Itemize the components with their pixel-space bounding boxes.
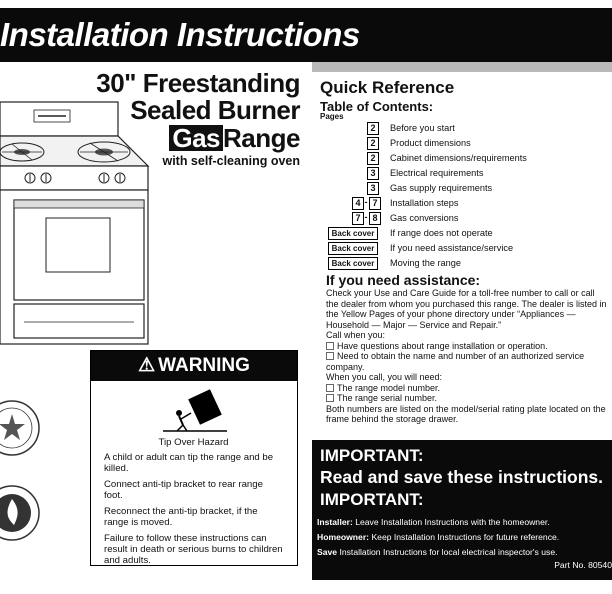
toc-item [312, 197, 612, 211]
call-item-text: Have questions about range installation or operation. [337, 340, 548, 351]
toc-item [312, 242, 612, 256]
important-line [317, 515, 559, 530]
toc-item [312, 122, 612, 136]
important-main: Read and save these instructions. [320, 467, 604, 487]
toc-text: Cabinet dimensions/requirements [390, 153, 527, 163]
toc-item [312, 152, 612, 166]
toc-page-from: 4 [352, 197, 364, 210]
call-item [326, 341, 608, 352]
important-line-label: Save [317, 547, 338, 557]
toc-item [312, 137, 612, 151]
quick-reference-panel [312, 62, 612, 440]
quick-reference-band [312, 62, 612, 72]
page-title: Installation Instructions [0, 16, 360, 53]
gas-certification-icon [0, 485, 42, 541]
toc-page: 3 [367, 182, 379, 195]
toc-text: Gas supply requirements [390, 183, 493, 193]
need-item-text: The range model number. [337, 382, 441, 393]
important-box [312, 440, 612, 580]
toc-text: If you need assistance/service [390, 243, 514, 253]
checkbox-icon [326, 394, 334, 402]
warning-box [90, 350, 298, 566]
toc-item [312, 182, 612, 196]
toc-item [312, 167, 612, 181]
toc-text: Moving the range [390, 258, 461, 268]
pages-label: Pages [320, 112, 344, 121]
gas-word: Gas [169, 125, 223, 151]
quick-reference-title: Quick Reference [320, 78, 455, 97]
range-illustration [0, 96, 150, 346]
certification-seal-icon [0, 400, 42, 456]
toc-text: Before you start [390, 123, 455, 133]
important-line-text: Leave Installation Instructions with the homeowner. [355, 517, 550, 527]
range-word: Range [223, 123, 300, 153]
need-item [326, 393, 608, 404]
product-subtitle: with self-cleaning oven [162, 154, 300, 168]
part-number: Part No. 80540 [554, 560, 612, 570]
warning-heading [91, 351, 297, 381]
toc-text: Gas conversions [390, 213, 459, 223]
assistance-footer: Both numbers are listed on the model/serial rating plate located on the frame behind the storage drawer. [326, 403, 606, 424]
toc-page: 2 [367, 137, 379, 150]
checkbox-icon [326, 342, 334, 350]
toc-text: Installation steps [390, 198, 459, 208]
warning-triangle-icon: ⚠ [138, 355, 156, 376]
important-line [317, 545, 559, 560]
assistance-body [326, 288, 608, 425]
need-label: When you call, you will need: [326, 372, 443, 382]
call-item [326, 351, 608, 372]
product-title-line1: 30" Freestanding [96, 68, 300, 98]
toc-item [312, 257, 612, 271]
warning-body [91, 437, 297, 571]
toc-page-from: 7 [352, 212, 364, 225]
warning-paragraph: Reconnect the anti-tip bracket, if the range is moved. [104, 506, 258, 528]
toc-item [312, 227, 612, 241]
toc-page: Back cover [328, 242, 378, 255]
important-heading: IMPORTANT: [320, 446, 424, 465]
important-line [317, 530, 559, 545]
important-line-text: Keep Installation Instructions for future reference. [371, 532, 560, 542]
need-item [326, 383, 608, 394]
checkbox-icon [326, 352, 334, 360]
toc-page: Back cover [328, 257, 378, 270]
toc-page: Back cover [328, 227, 378, 240]
checkbox-icon [326, 384, 334, 392]
important-line-label: Installer: [317, 517, 353, 527]
warning-heading-text: WARNING [158, 355, 250, 376]
important-heading-2: IMPORTANT: [320, 490, 424, 509]
call-item-text: Need to obtain the name and number of an authorized service company. [326, 351, 585, 372]
warning-paragraph: Connect anti-tip bracket to rear range foot. [104, 479, 263, 501]
toc-page: 2 [367, 152, 379, 165]
toc-text: If range does not operate [390, 228, 493, 238]
important-lines [317, 515, 559, 560]
tip-over-icon [163, 387, 227, 433]
hazard-title: Tip Over Hazard [158, 437, 229, 448]
warning-paragraph: Failure to follow these instructions can result in death or serious burns to children and adults. [104, 533, 283, 566]
toc-text: Electrical requirements [390, 168, 484, 178]
toc-page-to: 7 [369, 197, 381, 210]
toc-text: Product dimensions [390, 138, 471, 148]
toc-title: Table of Contents: [320, 99, 434, 114]
toc-page-dash: - [364, 212, 368, 222]
assistance-title: If you need assistance: [326, 272, 481, 288]
need-item-text: The range serial number. [337, 393, 438, 403]
call-when-label: Call when you: [326, 330, 386, 340]
toc-page-to: 8 [369, 212, 381, 225]
product-title-line2: Sealed Burner [130, 95, 300, 125]
warning-paragraph: A child or adult can tip the range and be killed. [104, 452, 274, 474]
toc-page: 2 [367, 122, 379, 135]
toc-page: 3 [367, 167, 379, 180]
toc-page-dash: - [364, 197, 368, 207]
assistance-intro: Check your Use and Care Guide for a toll-free number to call or call the dealer from whom you purchased this range. The dealer is listed in the Yellow Pages of your phone directory under “Appliances — Household — Major — Service and Repair.” [326, 288, 607, 330]
toc-item [312, 212, 612, 226]
important-line-text: Installation Instructions for local electrical inspector's use. [339, 547, 558, 557]
header-bar [0, 8, 612, 62]
important-line-label: Homeowner: [317, 532, 370, 542]
